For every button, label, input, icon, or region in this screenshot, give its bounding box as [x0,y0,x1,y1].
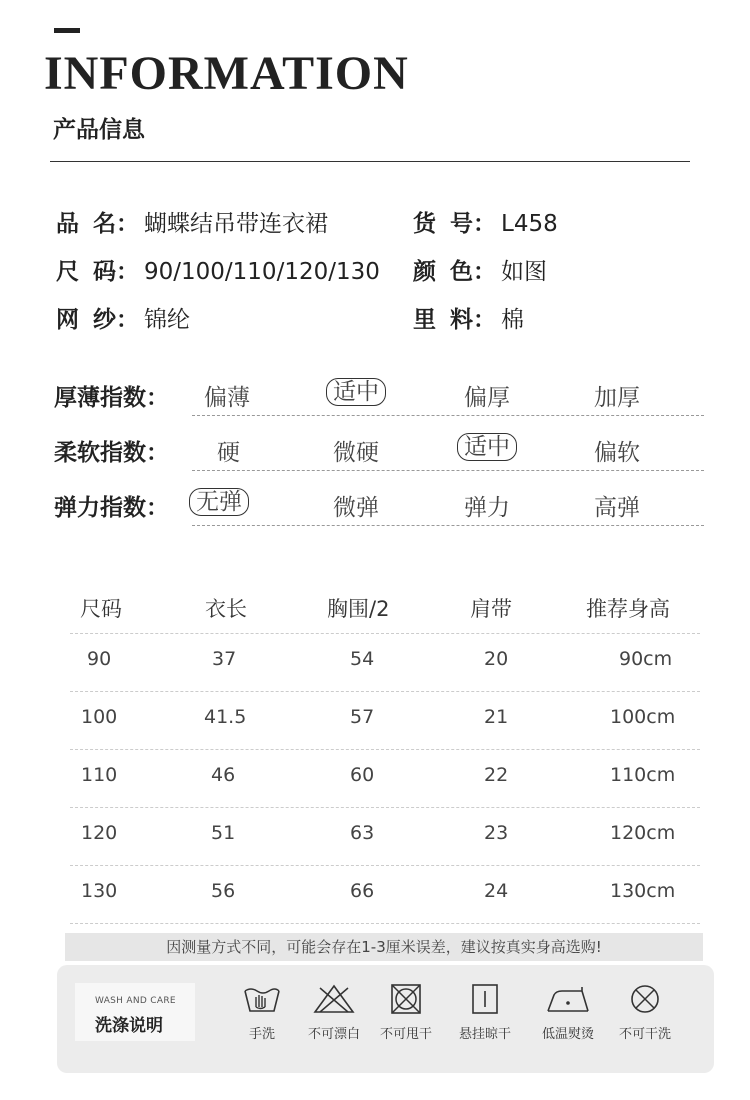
care-item-label: 不可甩干 [379,1027,432,1042]
index-option: 微弹 [333,495,379,521]
care-item-label: 手洗 [248,1027,275,1042]
care-item-label: 不可漂白 [307,1027,360,1042]
table-row [70,808,700,866]
index-option-selected: 适中 [326,378,386,406]
table-cell: 130 [81,880,118,902]
care-item-hand-wash [222,983,302,1042]
table-cell: 110cm [610,764,676,786]
softness-index [54,428,704,483]
info-value: L458 [501,211,558,237]
care-item-no-bleach [294,983,374,1042]
table-cell: 23 [484,822,509,844]
thickness-index [54,373,704,428]
index-label: 弹力指数： [54,495,169,521]
no-tumble-dry-icon [388,983,424,1015]
index-option: 弹力 [464,495,510,521]
info-item-mesh: 网 纱： 锦纶 [56,307,190,333]
no-bleach-icon [312,983,356,1015]
index-option: 偏软 [594,440,640,466]
info-value: 如图 [501,259,547,285]
table-cell: 22 [484,764,509,786]
table-cell: 63 [350,822,375,844]
dashed-divider [192,470,704,471]
info-row [56,205,696,253]
table-cell: 100 [81,706,118,728]
index-option: 高弹 [594,495,640,521]
divider [50,161,690,162]
elasticity-index [54,483,704,538]
table-cell: 120cm [610,822,676,844]
table-cell: 41.5 [204,706,247,728]
no-dry-clean-icon [627,983,663,1015]
table-cell: 51 [211,822,236,844]
care-item-label: 不可干洗 [618,1027,671,1042]
info-value: 棉 [501,307,524,333]
care-item-no-tumble-dry [366,983,446,1042]
table-cell: 120 [81,822,118,844]
info-row [56,301,696,349]
fabric-indices [54,373,704,538]
column-header: 推荐身高 [586,597,670,621]
care-label-box [75,983,195,1041]
info-item-lining: 里 料： 棉 [413,307,524,333]
table-cell: 130cm [610,880,676,902]
index-option: 偏薄 [204,385,250,411]
column-header: 胸围/2 [327,597,390,621]
index-label: 柔软指数： [54,440,169,466]
table-row [70,634,700,692]
table-cell: 24 [484,880,509,902]
index-label: 厚薄指数： [54,385,169,411]
care-panel [57,965,714,1073]
table-row [70,750,700,808]
column-header: 尺码 [80,597,122,621]
care-item-label: 悬挂晾干 [458,1027,511,1042]
low-iron-icon [544,983,592,1015]
column-header: 衣长 [205,597,247,621]
table-cell: 21 [484,706,509,728]
index-option-selected: 适中 [457,433,517,461]
size-table [70,580,700,924]
dashed-divider [192,415,704,416]
table-cell: 56 [211,880,236,902]
table-cell: 90 [87,648,112,670]
dashed-divider [192,525,704,526]
index-option: 偏厚 [464,385,510,411]
index-option: 微硬 [333,440,379,466]
table-cell: 37 [212,648,237,670]
table-header-row [70,580,700,634]
table-cell: 66 [350,880,375,902]
table-cell: 60 [350,764,375,786]
care-item-hang-dry [445,983,525,1042]
table-cell: 54 [350,648,375,670]
page-title-cn: 产品信息 [53,117,145,143]
page-title-en: INFORMATION [44,47,409,100]
column-header: 肩带 [470,597,512,621]
info-value: 锦纶 [144,307,190,333]
care-label-en: WASH AND CARE [95,996,176,1006]
product-info [56,205,696,349]
info-item-sku: 货 号： L458 [413,211,558,237]
info-item-size: 尺 码： 90/100/110/120/130 [56,259,380,285]
info-value: 蝴蝶结吊带连衣裙 [144,211,328,237]
index-option: 硬 [217,440,240,466]
info-row [56,253,696,301]
table-row [70,866,700,924]
hand-wash-icon [242,983,282,1015]
table-cell: 20 [484,648,509,670]
info-item-name: 品 名： 蝴蝶结吊带连衣裙 [56,211,328,237]
table-cell: 57 [350,706,375,728]
table-cell: 90cm [619,648,673,670]
care-item-label: 低温熨烫 [541,1027,594,1042]
care-item-no-dry-clean [605,983,685,1042]
info-value: 90/100/110/120/130 [144,259,380,285]
index-option: 加厚 [594,385,640,411]
hang-dry-icon [467,983,503,1015]
header-dash [54,28,80,33]
info-item-color: 颜 色： 如图 [413,259,547,285]
index-option-selected: 无弹 [189,488,249,516]
table-row [70,692,700,750]
table-cell: 46 [211,764,236,786]
table-cell: 110 [81,764,118,786]
care-item-low-iron [528,983,608,1042]
care-label-cn: 洗涤说明 [95,1016,163,1036]
measurement-note: 因测量方式不同，可能会存在1-3厘米误差，建议按真实身高选购! [65,933,703,961]
table-cell: 100cm [610,706,676,728]
